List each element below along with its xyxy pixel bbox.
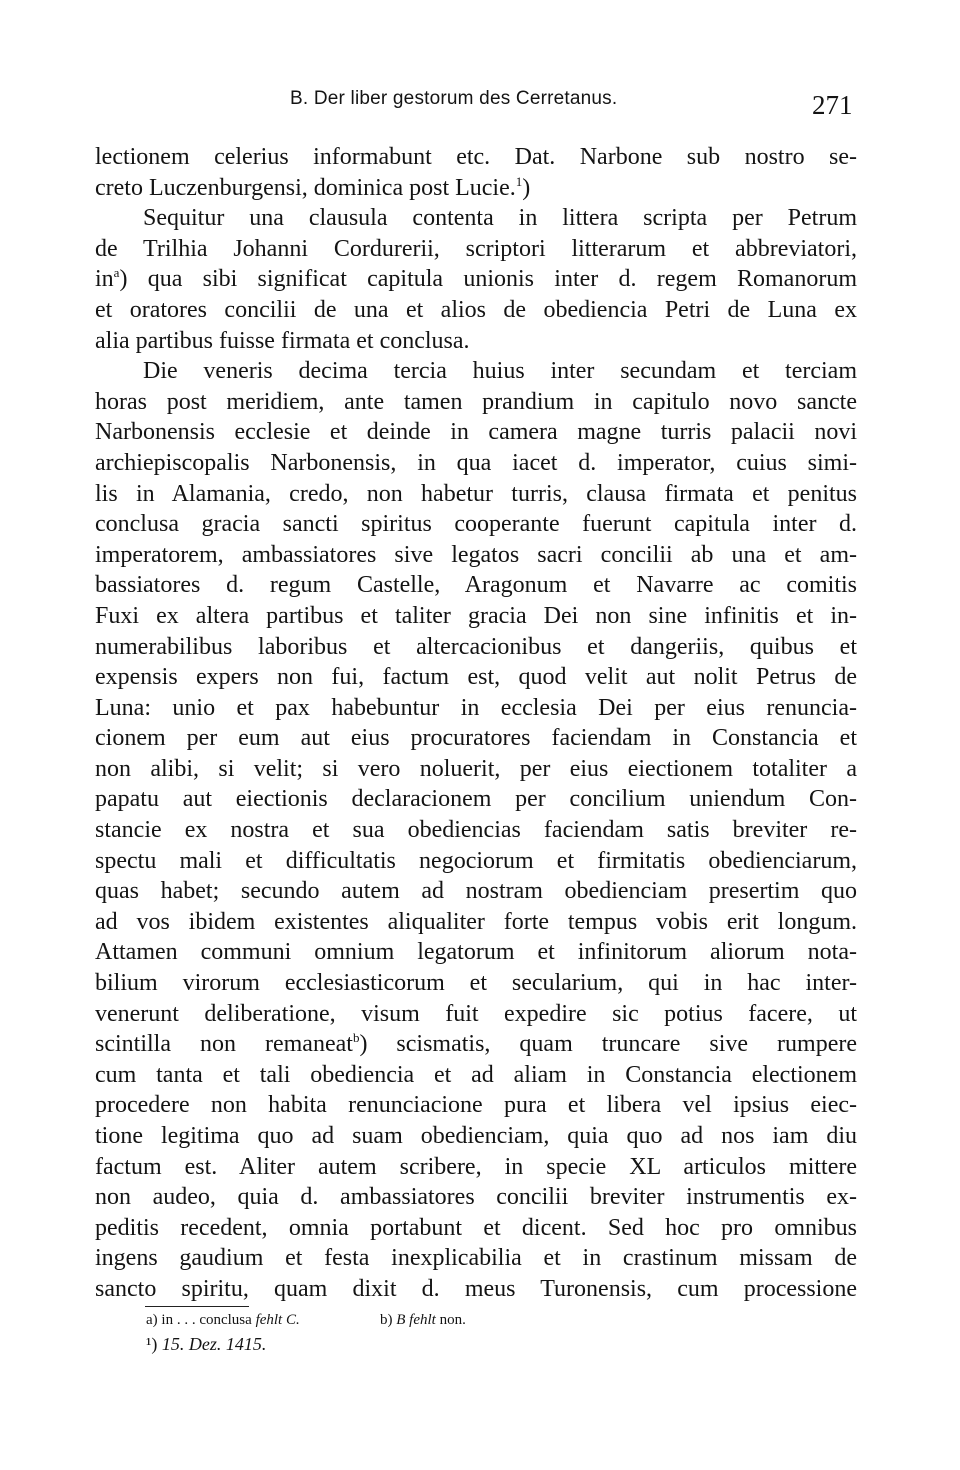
text-line: peditis recedent, omnia portabunt et dicent. Sed hoc pro omnibus — [95, 1214, 857, 1241]
text-line: sancto spiritu, quam dixit d. meus Turonensis, cum processione — [95, 1275, 857, 1302]
text-line: factum est. Aliter autem scribere, in specie XL articulos mittere — [95, 1153, 857, 1180]
text-line: conclusa gracia sancti spiritus cooperante fuerunt capitula inter d. — [95, 511, 857, 538]
text-line: tione legitima quo ad suam obedienciam, quia quo ad nos iam diu — [95, 1123, 857, 1149]
text-line: imperatorem, ambassiatores sive legatos sacri concilii ab una et am- — [95, 541, 857, 568]
footnote-marker: b — [352, 1030, 360, 1046]
footnote-b-label: b) — [380, 1312, 397, 1328]
text-line: Die veneris decima tercia huius inter secundam et terciam — [143, 358, 857, 385]
text-line: cum tanta et tali obediencia et ad aliam in Constancia electionem — [95, 1061, 857, 1088]
text-line-tail: ) — [522, 174, 531, 201]
text-line: ad vos ibidem existentes aliqualiter forte tempus vobis erit longum. — [95, 908, 857, 935]
running-header: B. Der liber gestorum des Cerretanus. — [290, 88, 618, 109]
footnote-a-note: fehlt C. — [255, 1312, 300, 1328]
text-line: Narbonensis ecclesie et deinde in camera magne turris palacii novi — [95, 419, 857, 446]
text-line: lectionem celerius informabunt etc. Dat. Narbone sub nostro se- — [95, 144, 857, 170]
footnote-a — [146, 1312, 300, 1329]
text-line: bassiatores d. regum Castelle, Aragonum et Navarre ac comitis — [95, 572, 857, 599]
text-line: Attamen communi omnium legatorum et infinitorum aliorum nota- — [95, 939, 857, 966]
text-line: cionem per eum aut eius procuratores faciendam in Constancia et — [95, 725, 857, 752]
text-line: expensis expers non fui, factum est, quod velit aut nolit Petrus de — [95, 664, 857, 691]
footnote-divider — [145, 1306, 249, 1307]
text-line: Luna: unio et pax habebuntur in ecclesia Dei per eius renuncia- — [95, 694, 857, 721]
text-line: in — [95, 266, 114, 293]
body-text — [95, 142, 857, 1305]
footnote-marker: 1 — [515, 173, 523, 189]
text-line: spectu mali et difficultatis negociorum et firmitatis obedienciarum, — [95, 847, 857, 874]
text-line-tail: ) scismatis, quam truncare sive rumpere — [359, 1031, 857, 1058]
text-line: non alibi, si velit; si vero noluerit, per eius eiectionem totaliter a — [95, 755, 857, 782]
text-line: papatu aut eiectionis declaracionem per concilium uniendum Con- — [95, 786, 857, 813]
footnote-b-suffix: non. — [435, 1312, 466, 1328]
text-line: procedere non habita renunciacione pura et libera vel ipsius eiec- — [95, 1092, 857, 1119]
text-line: Sequitur una clausula contenta in littera scripta per Petrum — [143, 205, 857, 232]
text-line: stancie ex nostra et sua obediencias faciendam satis breviter re- — [95, 817, 857, 844]
text-line: bilium virorum ecclesiasticorum et secularium, qui in hac inter- — [95, 970, 857, 997]
text-line: horas post meridiem, ante tamen prandium in capitulo novo sancte — [95, 388, 857, 415]
text-line: numerabilibus laboribus et altercacionibus et dangeriis, quibus et — [95, 633, 857, 660]
text-line: creto Luczenburgensi, dominica post Lucie. — [95, 174, 516, 201]
text-line: scintilla non remaneat — [95, 1031, 353, 1058]
page-number: 271 — [812, 90, 853, 120]
text-line: lis in Alamania, credo, non habetur turris, clausa firmata et penitus — [95, 480, 857, 507]
footnote-1 — [146, 1334, 266, 1355]
footnote-1-date: 15. Dez. 1415. — [161, 1334, 267, 1354]
footnote-b-note: B fehlt — [396, 1312, 436, 1328]
text-line: venerunt deliberatione, visum fuit expedire sic potius facere, ut — [95, 1000, 857, 1027]
text-line: Fuxi ex altera partibus et taliter gracia Dei non sine infinitis et in- — [95, 602, 857, 629]
footnote-marker: a — [113, 265, 120, 281]
text-line: quas habet; secundo autem ad nostram obedienciam presertim quo — [95, 878, 857, 905]
text-line: et oratores concilii de una et alios de obediencia Petri de Luna ex — [95, 296, 857, 323]
footnote-a-text: a) in . . . conclusa — [146, 1312, 256, 1328]
text-line: ingens gaudium et festa inexplicabilia et in crastinum missam de — [95, 1245, 857, 1272]
footnote-1-label: ¹) — [146, 1334, 162, 1354]
text-line: non audeo, quia d. ambassiatores concilii breviter instrumentis ex- — [95, 1184, 857, 1211]
text-line-tail: ) qua sibi significat capitula unionis inter d. regem Romanorum — [119, 266, 857, 293]
text-line: de Trilhia Johanni Cordurerii, scriptori litterarum et abbreviatori, — [95, 235, 857, 262]
text-line: alia partibus fuisse firmata et conclusa. — [95, 327, 470, 354]
footnote-b — [380, 1312, 466, 1329]
text-line: archiepiscopalis Narbonensis, in qua iacet d. imperator, cuius simi- — [95, 449, 857, 476]
